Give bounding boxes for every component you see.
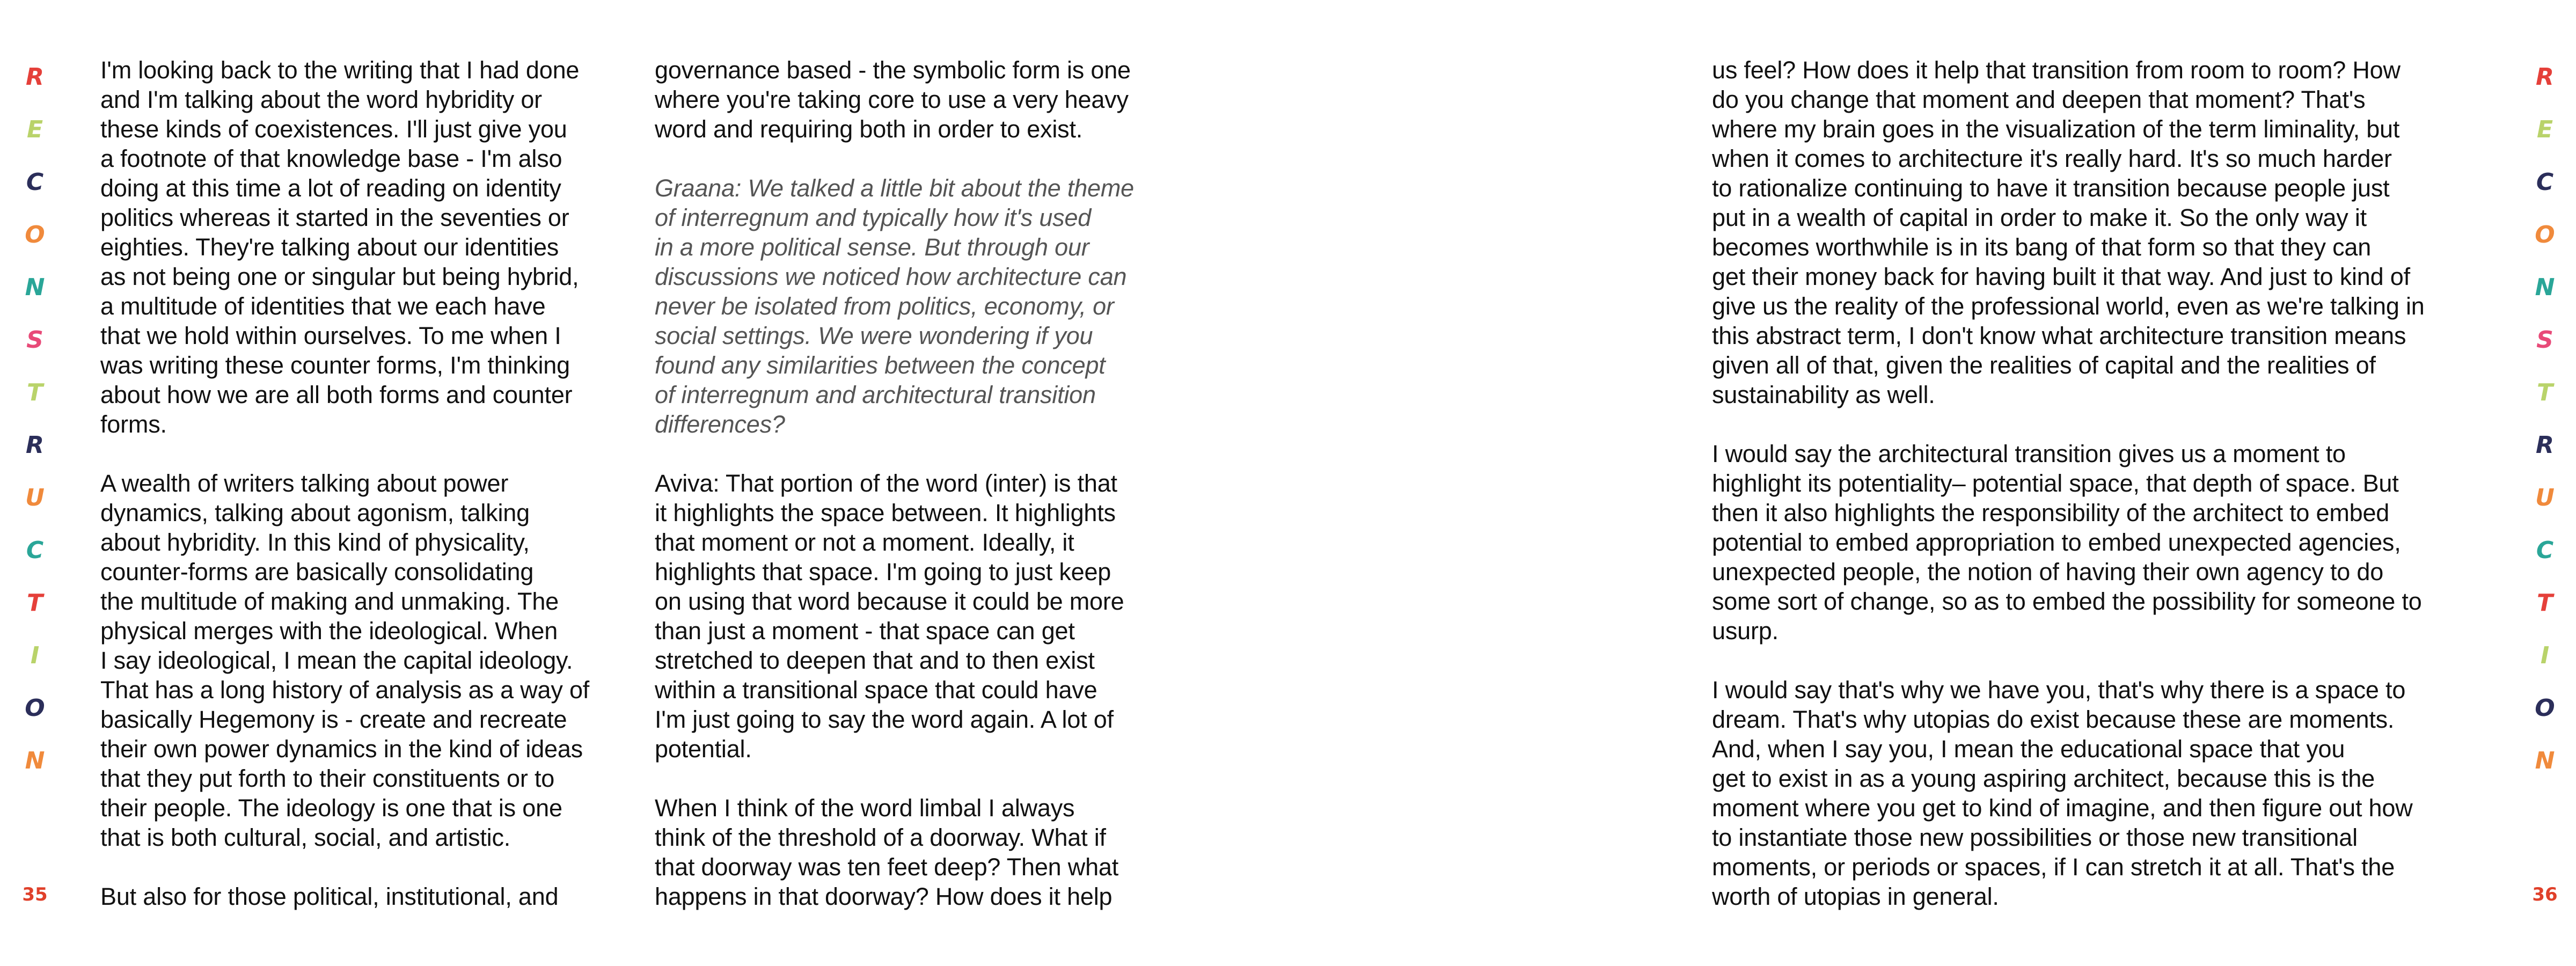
margin-letter: T [26,379,43,406]
margin-letter: E [2536,116,2553,143]
page-number-right: 36 [2532,884,2558,905]
margin-letter: U [2535,484,2555,511]
paragraph: When I think of the word limbal I always think of the threshold of a doorway. What if that doorway was ten feet deep? Then what happens in that doorway? How does it help [655,794,1119,910]
margin-letter: O [25,221,45,248]
paragraph: I would say the architectural transition gives us a moment to highlight its potentiality– potential space, that depth of space. But then it also highlights the responsibility of the architect to embed potential to embed appropriation to embed unexpected agencies, unexpected people, the notion of having their own agency to do some sort of change, so as to embed the possibility for someone to usurp. [1712,440,2422,645]
text-column-2 [655,55,1181,941]
margin-letter: I [2540,642,2550,669]
margin-letter: R [26,63,44,91]
margin-letter: N [2535,747,2555,774]
interviewer-question: Graana: We talked a little bit about the theme of interregnum and typically how it's used in a more political sense. But through our discussions we noticed how architecture can never be isolated from politics, economy, or social settings. We were wondering if you found any similarities between the concept of interregnum and architectural transition differences? [655,174,1134,438]
margin-letter: T [26,589,43,617]
margin-letter: O [2535,221,2555,248]
text-column-3 [1712,55,2485,941]
margin-letter: N [25,747,45,774]
margin-letter: C [2536,537,2554,564]
margin-letter: R [2536,63,2554,91]
paragraph: A wealth of writers talking about power dynamics, talking about agonism, talking about hybridity. In this kind of physicality, counter-forms are basically consolidating the multitude of making and unmaking. The physical merges with the ideological. When I say ideological, I mean the capital ideology. That has a long history of analysis as a way of basically Hegemony is - create and recreate their own power dynamics in the kind of ideas that they put forth to their constituents or to their people. The ideology is one that is one that is both cultural, social, and artistic. [100,470,590,851]
text-column-1 [100,55,626,941]
margin-letter: R [26,431,44,459]
reconstruction-margin-left [13,51,56,787]
margin-letter: N [2535,274,2555,301]
margin-letter: S [26,326,43,354]
margin-letter: O [2535,694,2555,722]
margin-letter: N [25,274,45,301]
margin-letter: S [2536,326,2553,354]
margin-letter: C [26,537,44,564]
margin-letter: I [30,642,40,669]
paragraph: Aviva: That portion of the word (inter) is that it highlights the space between. It highlights that moment or not a moment. Ideally, it highlights that space. I'm going to just keep on using that word because it could be more than just a moment - that space can get stretched to deepen that and to then exist within a transitional space that could have I'm just going to say the word again. A lot of potential. [655,470,1124,763]
paragraph: governance based - the symbolic form is one where you're taking core to use a very heavy word and requiring both in order to exist. [655,56,1131,143]
paragraph: us feel? How does it help that transition from room to room? How do you change that moment and deepen that moment? That's where my brain goes in the visualization of the term liminality, but when it comes to architecture it's really hard. It's so much harder to rationalize continuing to have it transition because people just put in a wealth of capital in order to make it. So the only way it becomes worthwhile is in its bang of that form so that they can get their money back for having built it that way. And just to kind of give us the reality of the professional world, even as we're talking in this abstract term, I don't know what architecture transition means given all of that, given the realities of capital and the realities of sustainability as well. [1712,56,2425,408]
margin-letter: T [2536,589,2553,617]
paragraph: I'm looking back to the writing that I had done and I'm talking about the word hybridity or these kinds of coexistences. I'll just give you a footnote of that knowledge base - I'm also doing at this time a lot of reading on identity politics whereas it started in the seventies or eighties. They're talking about our identities as not being one or singular but being hybrid, a multitude of identities that we each have that we hold within ourselves. To me when I was writing these counter forms, I'm thinking about how we are all both forms and counter forms. [100,56,580,438]
margin-letter: R [2536,431,2554,459]
page-number-left: 35 [22,884,48,905]
margin-letter: O [25,694,45,722]
paragraph: I would say that's why we have you, that's why there is a space to dream. That's why utopias do exist because these are moments. And, when I say you, I mean the educational space that you get to exist in as a young aspiring architect, because this is the moment where you get to kind of imagine, and then figure out how to instantiate those new possibilities or those new transitional moments, or periods or spaces, if I can stretch it at all. That's the worth of utopias in general. [1712,676,2413,910]
margin-letter: C [26,169,44,196]
paragraph: But also for those political, institutional, and [100,883,559,910]
margin-letter: E [26,116,43,143]
margin-letter: T [2536,379,2553,406]
margin-letter: C [2536,169,2554,196]
reconstruction-margin-right [2523,51,2566,787]
margin-letter: U [25,484,45,511]
